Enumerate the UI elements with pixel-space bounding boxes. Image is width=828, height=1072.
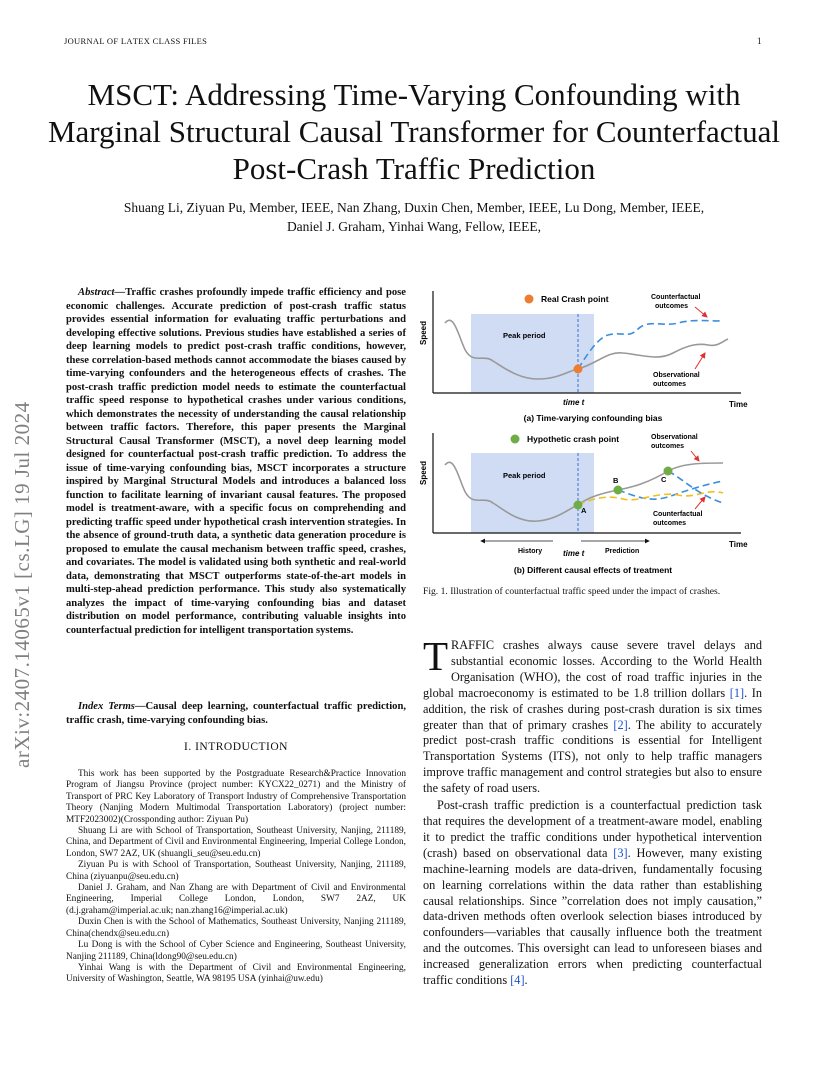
text-run: RAFFIC crashes always cause severe travel delays and substantial economic losses. According to the World Health Organisation (WHO), the cost of road traffic injuries in the global macroeconomy is estimated to be 1.8 trillion dollars [423, 638, 762, 700]
footnote-affiliation: Yinhai Wang is with the Department of Civil and Environmental Engineering, University of Washington, Seattle, WA 98195 USA (yinhai@uw.edu) [66, 962, 406, 985]
real-crash-legend-icon [525, 295, 534, 304]
section-heading: I. INTRODUCTION [184, 741, 288, 753]
hypothetic-crash-point-b [614, 486, 623, 495]
time-t-label: time t [563, 549, 585, 558]
figure-1 [419, 283, 762, 583]
introduction-body [423, 633, 762, 989]
text-run: . [524, 973, 528, 988]
footnotes [66, 769, 406, 986]
index-terms-label: Index Terms [78, 701, 135, 712]
abstract-text: —Traffic crashes profoundly impede traffic efficiency and pose economic challenges. Accurate prediction of post-crash traffic status provides essential information for evaluating traffic perturbations and developing effective solutions. Previous studies have established a series of deep learning models to predict post-crash traffic conditions, however, these correlation-based methods cannot accommodate the biases caused by time-varying confounders and the heterogeneous effects of crashes. The post-crash traffic prediction model needs to estimate the counterfactual traffic speed response to hypothetical crashes under various conditions, which demonstrates the necessity of understanding the causal relationship between traffic factors. Therefore, this paper presents the Marginal Structural Causal Transformer (MSCT), a novel deep learning model designed for counterfactual post-crash traffic prediction. To address the issue of time-varying confounding bias, MSCT incorporates a structure inspired by Marginal Structural Models and introduces a balanced loss function to facilitate learning of invariant causal features. The proposed model is treatment-aware, with a specific focus on comprehending and predicting traffic speed under hypothetical crash intervention strategies. In the absence of ground-truth data, a synthetic data generation procedure is proposed to emulate the causal mechanism between traffic speed, crashes, and covariates. The model is validated using both synthetic and real-world data, demonstrating that MSCT outperforms state-of-the-art models in multi-step-ahead prediction performance. This study also systematically analyzes the impact of time-varying confounding bias and dataset distribution on model performance, contributing valuable insights into counterfactual prediction for intelligent transportation systems. [66, 287, 406, 636]
text-run: . In addition, the risk of crashes during post-crash duration is six times greater than that of primary crashes [423, 685, 762, 732]
point-a-label: A [581, 506, 587, 515]
legend-hypothetic-crash: Hypothetic crash point [527, 434, 620, 444]
text-run: . The ability to accurately predict post-crash traffic conditions is essential for Intelligent Transportation Systems (ITS), not only to help traffic managers improve traffic management and control strategies but also to ensure the safety of road users. [423, 717, 762, 796]
history-label: History [518, 548, 543, 555]
counterfactual-label-line-2: outcomes [655, 303, 689, 310]
journal-header: JOURNAL OF LΑTΕX CLASS FILES [64, 36, 208, 46]
footnote-affiliation: Lu Dong is with the School of Cyber Science and Engineering, Southeast University, Nanjing 211189, China(ldong90@seu.edu.cn) [66, 940, 406, 962]
counterfactual-label-line-2: outcomes [653, 520, 687, 527]
citation-link[interactable]: [2] [613, 717, 628, 732]
index-terms [66, 700, 406, 727]
counterfactual-arrow [695, 497, 705, 509]
counterfactual-label-line-1: Counterfactual [651, 294, 701, 301]
observational-arrow [691, 451, 699, 461]
y-axis-label: Speed [419, 460, 428, 486]
abstract-label: Abstract [78, 287, 115, 298]
authors-line-1: Shuang Li, Ziyuan Pu, Member, IEEE, Nan Zhang, Duxin Chen, Member, IEEE, Lu Dong, Member, IEEE, [123, 200, 705, 215]
legend-real-crash: Real Crash point [541, 294, 609, 304]
y-axis-label: Speed [419, 320, 428, 346]
drop-cap: T [423, 633, 449, 679]
footnote-affiliation: Ziyuan Pu is with School of Transportation, Southeast University, Nanjing, 211189, China (ziyuanpu@seu.edu.cn) [66, 860, 406, 882]
peak-period-label: Peak period [503, 471, 546, 480]
citation-link[interactable]: [3] [613, 845, 628, 860]
observational-label-line-1: Observational [651, 434, 698, 441]
arxiv-stamp: arXiv:2407.14065v1 [cs.LG] 19 Jul 2024 [10, 401, 34, 768]
citation-link[interactable]: [4] [510, 973, 525, 988]
x-axis-label: Time [729, 400, 748, 409]
paper-title: MSCT: Addressing Time-Varying Confounding with Marginal Structural Causal Transformer for Counterfactual Post-Crash Traffic Prediction [47, 77, 781, 186]
footnote-affiliation: Shuang Li are with School of Transportation, Southeast University, Nanjing, 211189, China, and Department of Civil and Environmental Engineering, Imperial College London, London, SW7 2AZ, UK (shuangli_seu@seu.edu.cn) [66, 826, 406, 859]
text-run: Post-crash traffic prediction is a counterfactual prediction task that requires the development of a treatment-aware model, enabling it to predict the traffic conditions under hypothetical intervention (crash) based on observational data [423, 798, 762, 860]
counterfactual-label-line-1: Counterfactual [653, 511, 703, 518]
observational-label-line-2: outcomes [651, 443, 685, 450]
x-axis-label: Time [729, 540, 748, 549]
point-b-label: B [613, 476, 619, 485]
footnote-affiliation: Daniel J. Graham, and Nan Zhang are with Department of Civil and Environmental Engineering, Imperial College London, London, SW7 2AZ, UK (d.j.graham@imperial.ac.uk; nan.zhang16@imperial.ac.uk) [66, 883, 406, 916]
intro-paragraph-2 [423, 798, 762, 989]
authors-line-2: Daniel J. Graham, Yinhai Wang, Fellow, IEEE, [286, 219, 542, 234]
footnote-funding: This work has been supported by the Postgraduate Research&Practice Innovation Program of Jiangsu Province (project number: KYCX22_0271) and the Ministry of Transport of PRC Key Laboratory of Transport Industry of Comprehensive Transportation Theory (Nanjing Modern Multimodal Transportation Laboratory) (project number: MTF2023002)(Crossponding author: Ziyuan Pu) [66, 769, 406, 825]
citation-link[interactable]: [1] [729, 685, 745, 700]
panel-a-subcaption: (a) Time-varying confounding bias [523, 413, 663, 423]
peak-period-region [471, 314, 594, 393]
counterfactual-blue-line-2 [668, 471, 723, 503]
author-list [60, 198, 768, 236]
point-c-label: C [661, 475, 667, 484]
abstract [66, 286, 406, 637]
observational-label-line-2: outcomes [653, 381, 687, 388]
panel-a [419, 291, 748, 423]
hypothetic-crash-legend-icon [511, 435, 520, 444]
figure-caption: Fig. 1. Illustration of counterfactual traffic speed under the impact of crashes. [423, 586, 721, 597]
panel-b [419, 433, 748, 575]
observational-arrow [695, 353, 705, 369]
peak-period-label: Peak period [503, 331, 546, 340]
counterfactual-arrow [695, 307, 707, 317]
intro-paragraph-1 [423, 633, 762, 797]
footnote-affiliation: Duxin Chen is with the School of Mathematics, Southeast University, Nanjing 211189, China(chendx@seu.edu.cn) [66, 917, 406, 939]
real-crash-point [574, 365, 583, 374]
page-number: 1 [757, 36, 762, 46]
observational-label-line-1: Observational [653, 372, 700, 379]
observational-outcome-line [578, 339, 728, 369]
panel-b-subcaption: (b) Different causal effects of treatment [513, 565, 673, 575]
text-run: . However, many existing machine-learning models are data-driven, fundamentally focusing on learning correlations within the data rather than establishing causal relationships. Since ”correlation does not imply causation,” data-driven methods often overlook selection biases introduced by confounders—variables that causally influence both the treatment and the outcomes. This oversight can lead to unforeseen biases and increased generalization errors when predicting counterfactual traffic conditions [423, 845, 762, 988]
index-terms-text: —Causal deep learning, counterfactual traffic prediction, traffic crash, time-varying confounding bias. [66, 701, 406, 726]
prediction-label: Prediction [605, 548, 640, 555]
time-t-label: time t [563, 398, 585, 407]
